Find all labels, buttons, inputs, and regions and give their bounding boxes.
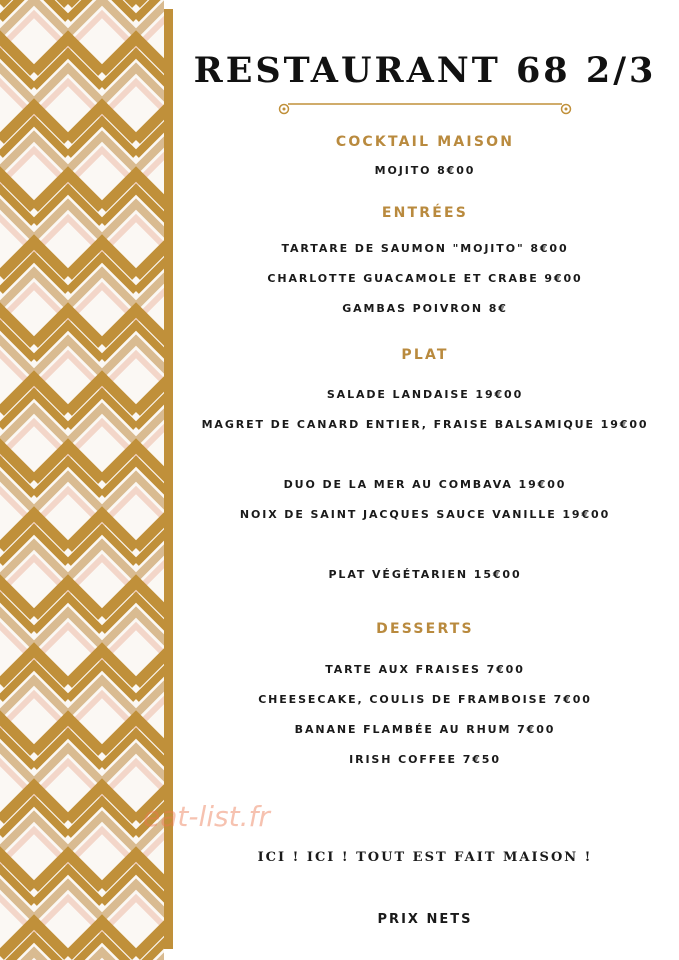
menu-item: BANANE FLAMBÉE AU RHUM 7€00 (294, 723, 556, 736)
menu-item: TARTARE DE SAUMON "MOJITO" 8€00 (281, 242, 569, 255)
section-heading-plat: PLAT (401, 347, 449, 363)
ornament-divider-icon (274, 99, 576, 119)
section-heading-desserts: DESSERTS (376, 621, 474, 637)
menu-item: IRISH COFFEE 7€50 (349, 753, 501, 766)
menu-item: PLAT VÉGÉTARIEN 15€00 (328, 568, 522, 581)
section-heading-entrees: ENTRÉES (381, 205, 469, 221)
menu-item: DUO DE LA MER AU COMBAVA 19€00 (283, 478, 567, 491)
footer-prix-nets: PRIX NETS (377, 912, 473, 927)
menu-item: CHARLOTTE GUACAMOLE ET CRABE 9€00 (267, 272, 583, 285)
restaurant-title: RESTAURANT 68 2/3 (193, 50, 657, 91)
menu-item: NOIX DE SAINT JACQUES SAUCE VANILLE 19€00 (239, 508, 611, 521)
menu-item: TARTE AUX FRAISES 7€00 (325, 663, 525, 676)
watermark: eat-list.fr (143, 800, 270, 833)
menu-item: CHEESECAKE, COULIS DE FRAMBOISE 7€00 (258, 693, 592, 706)
menu-item: MOJITO 8€00 (374, 164, 476, 177)
section-heading-cocktail: COCKTAIL MAISON (335, 134, 515, 150)
menu-item: SALADE LANDAISE 19€00 (326, 388, 524, 401)
decorative-chevron-pattern (0, 0, 164, 960)
menu-item: MAGRET DE CANARD ENTIER, FRAISE BALSAMIQUE 19€00 (201, 418, 649, 431)
menu-item: GAMBAS POIVRON 8€ (342, 302, 508, 315)
tagline: ICI ! ICI ! TOUT EST FAIT MAISON ! (257, 850, 593, 865)
